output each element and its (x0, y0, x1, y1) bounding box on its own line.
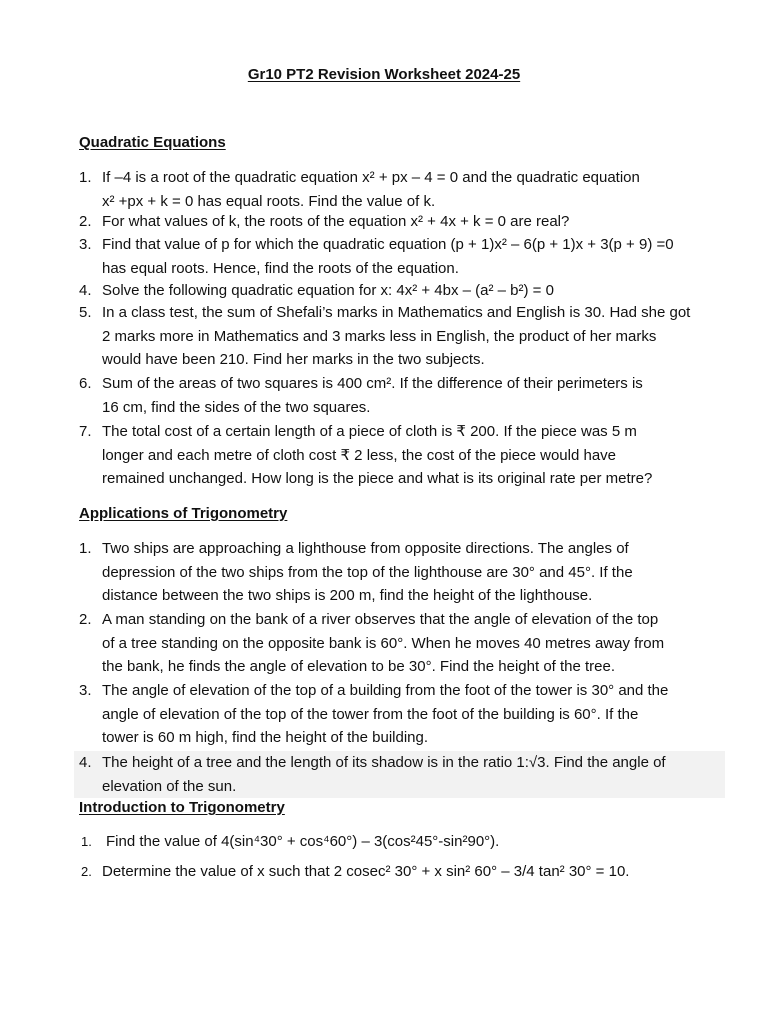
question-applications-2: 2. A man standing on the bank of a river observes that the angle of elevation of the top of a tree standing on the opposite bank is 60°. When he moves 40 metres away from the bank, he finds the angle of elevation to be 30°. Find the height of the tree. (79, 611, 665, 675)
question-applications-1: 1. Two ships are approaching a lighthouse from opposite directions. The angles of depression of the two ships from the top of the lighthouse are 30° and 45°. If the distance between the two ships is 200 m, find the height of the lighthouse. (79, 540, 633, 604)
question-quadratic-3: 3. Find that value of p for which the quadratic equation (p + 1)x² – 6(p + 1)x + 3(p + 9) =0 has equal roots. Hence, find the roots of the equation. (79, 236, 674, 277)
question-quadratic-6: 6. Sum of the areas of two squares is 400 cm². If the difference of their perimeters is 16 cm, find the sides of the two squares. (79, 375, 643, 416)
question-introduction-1: 1. Find the value of 4(sin⁴30° + cos⁴60°) – 3(cos²45°-sin²90°). (81, 833, 500, 850)
question-applications-4: 4. The height of a tree and the length of its shadow is in the ratio 1:√3. Find the angle of elevation of the sun. (74, 751, 725, 798)
question-quadratic-7: 7. The total cost of a certain length of a piece of cloth is ₹ 200. If the piece was 5 m longer and each metre of cloth cost ₹ 2 less, the cost of the piece would have remained unchanged. How long is the piece and what is its original rate per metre? (79, 423, 653, 487)
section-heading-quadratic-equations: Quadratic Equations (79, 134, 226, 151)
question-quadratic-1: 1. If –4 is a root of the quadratic equation x² + px – 4 = 0 and the quadratic equation x² +px + k = 0 has equal roots. Find the value of k. (79, 169, 640, 210)
section-heading-applications-of-trigonometry: Applications of Trigonometry (79, 505, 288, 522)
question-quadratic-5: 5. In a class test, the sum of Shefali’s marks in Mathematics and English is 30. Had she got 2 marks more in Mathematics and 3 marks less in English, the product of her marks would have been 210. Find her marks in the two subjects. (79, 304, 691, 368)
section-heading-introduction-to-trigonometry: Introduction to Trigonometry (79, 799, 285, 816)
question-quadratic-2: 2. For what values of k, the roots of the equation x² + 4x + k = 0 are real? (79, 213, 570, 230)
question-applications-3: 3. The angle of elevation of the top of a building from the foot of the tower is 30° and the angle of elevation of the top of the tower from the foot of the building is 60°. If the tower is 60 m high, find the height of the building. (79, 682, 669, 746)
question-introduction-2: 2. Determine the value of x such that 2 cosec² 30° + x sin² 60° – 3/4 tan² 30° = 10. (81, 863, 630, 880)
question-quadratic-4: 4. Solve the following quadratic equation for x: 4x² + 4bx – (a² – b²) = 0 (79, 282, 554, 299)
worksheet-title: Gr10 PT2 Revision Worksheet 2024-25 (247, 66, 521, 83)
